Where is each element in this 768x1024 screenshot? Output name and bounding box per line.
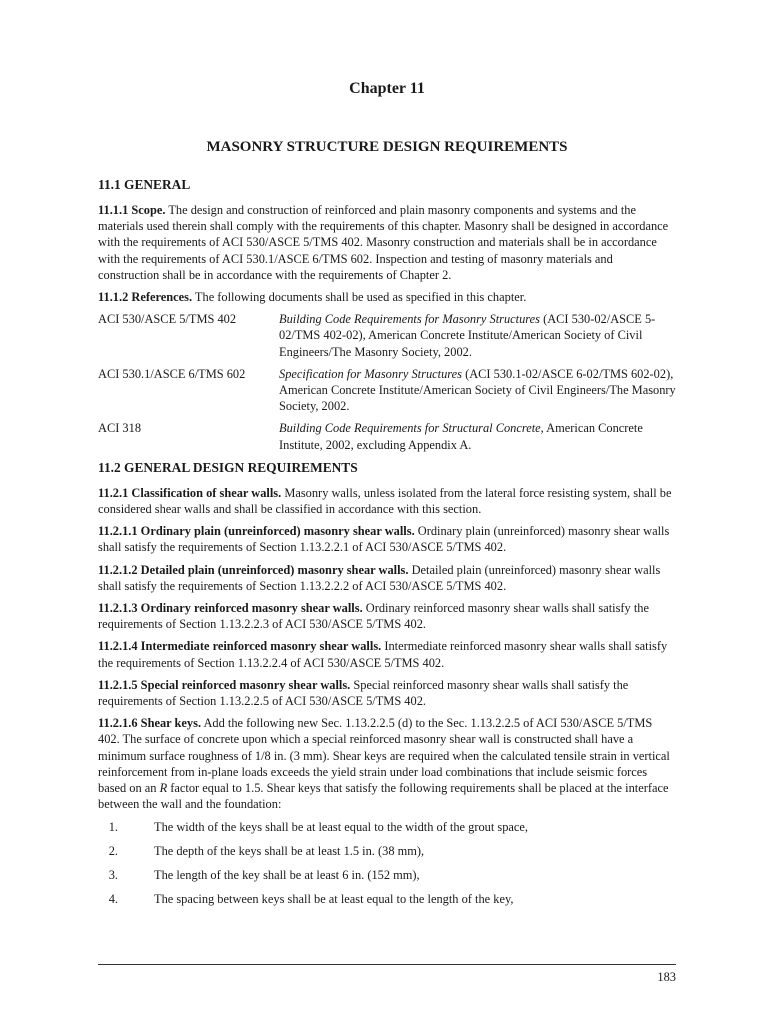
intermediate-reinforced-paragraph — [98, 638, 676, 670]
shear-keys-text-a: Add the following new Sec. 1.13.2.2.5 (d) to the Sec. 1.13.2.2.5 of ACI 530/ASCE 5/TMS 402. The surface of concrete upon which a special reinforced masonry shear wall is constructed shall have a minimum surface roughness of 1/8 in. (3 mm). Shear keys are required when the calculated tensile strain in vertical reinforcement from in-plane loads exceeds the yield strain under load combinations that include seismic forces based on an — [98, 716, 670, 796]
scope-text: The design and construction of reinforced and plain masonry components and systems and the materials used therein shall comply with the requirements of this chapter. Masonry shall be designed in accordance with the requirements of ACI 530/ASCE 5/TMS 402. Masonry construction and materials shall be in accordance with the requirements of ACI 530.1/ASCE 6/TMS 602. Inspection and testing of masonry materials and construction shall be in accordance with the requirements of Chapter 2. — [98, 203, 669, 282]
list-item — [98, 819, 676, 835]
shear-keys-paragraph — [98, 715, 676, 812]
page-number: 183 — [657, 970, 676, 984]
reference-description — [279, 366, 676, 415]
reference-code: ACI 530/ASCE 5/TMS 402 — [98, 312, 237, 327]
paragraph-text: Ordinary plain (unreinforced) masonry shear walls shall satisfy the requirements of Section 1.13.2.2.1 of ACI 530/ASCE 5/TMS 402. — [98, 524, 670, 555]
paragraph-label: 11.2.1.4 Intermediate reinforced masonry shear walls. — [98, 639, 382, 654]
references-text: The following documents shall be used as specified in this chapter. — [192, 290, 527, 305]
classification-paragraph — [98, 485, 676, 517]
section-heading-design-requirements: 11.2 GENERAL DESIGN REQUIREMENTS — [98, 459, 358, 475]
list-item-number: 3. — [108, 867, 118, 882]
references-label: 11.1.2 References. — [98, 290, 193, 305]
paragraph-label: 11.2.1.3 Ordinary reinforced masonry shear walls. — [98, 601, 363, 616]
paragraph-text: Special reinforced masonry shear walls shall satisfy the requirements of Section 1.13.2.2.5 of ACI 530/ASCE 5/TMS 402. — [98, 677, 629, 709]
chapter-title: MASONRY STRUCTURE DESIGN REQUIREMENTS — [206, 139, 568, 155]
scope-paragraph — [98, 202, 676, 283]
list-item-text: The depth of the keys shall be at least 1.5 in. (38 mm), — [154, 843, 425, 858]
r-factor-symbol: R — [159, 781, 168, 796]
paragraph-label: 11.2.1 Classification of shear walls. — [98, 485, 282, 500]
list-item-number: 4. — [108, 891, 118, 906]
reference-code: ACI 318 — [98, 421, 142, 436]
reference-description — [279, 420, 676, 452]
paragraph-label: 11.2.1.5 Special reinforced masonry shear walls. — [98, 677, 351, 692]
paragraph-text: Detailed plain (unreinforced) masonry shear walls shall satisfy the requirements of Section 1.13.2.2.2 of ACI 530/ASCE 5/TMS 402. — [98, 562, 661, 593]
reference-item — [98, 420, 676, 452]
reference-title: Specification for Masonry Structures — [279, 366, 462, 381]
references-list — [98, 311, 676, 453]
paragraph-text: Masonry walls, unless isolated from the lateral force resisting system, shall be considered shear walls and shall be classified in accordance with this section. — [98, 485, 672, 517]
list-item-number: 1. — [108, 819, 118, 834]
reference-description — [279, 311, 676, 360]
scope-label: 11.1.1 Scope. — [98, 203, 166, 217]
reference-item — [98, 366, 676, 415]
section-heading-general: 11.1 GENERAL — [98, 177, 191, 192]
shear-keys-label: 11.2.1.6 Shear keys. — [98, 716, 202, 731]
paragraph-label: 11.2.1.1 Ordinary plain (unreinforced) masonry shear walls. — [98, 524, 415, 539]
paragraph-label: 11.2.1.2 Detailed plain (unreinforced) masonry shear walls. — [98, 562, 409, 577]
list-item-text: The spacing between keys shall be at least equal to the length of the key, — [154, 891, 514, 906]
ordinary-plain-paragraph — [98, 523, 676, 555]
document-body — [98, 176, 676, 915]
chapter-label: Chapter 11 — [349, 80, 425, 97]
reference-title: Building Code Requirements for Masonry Structures — [279, 312, 540, 327]
reference-rest: (ACI 530.1-02/ASCE 6-02/TMS 602-02), American Concrete Institute/American Society of Civil Engineers/The Masonry Society, 2002. — [279, 366, 676, 414]
paragraph-text: Ordinary reinforced masonry shear walls shall satisfy the requirements of Section 1.13.2.2.3 of ACI 530/ASCE 5/TMS 402. — [98, 601, 649, 632]
reference-rest: , American Concrete Institute, 2002, excluding Appendix A. — [279, 421, 643, 452]
shear-key-requirements-list — [98, 819, 676, 907]
references-paragraph — [98, 289, 676, 305]
reference-item — [98, 311, 676, 360]
reference-rest: (ACI 530-02/ASCE 5-02/TMS 402-02), American Concrete Institute/American Society of Civil Engineers/The Masonry Society, 2002. — [279, 312, 656, 359]
ordinary-reinforced-paragraph — [98, 600, 676, 632]
footer-rule — [98, 964, 676, 965]
shear-keys-text-b: factor equal to 1.5. Shear keys that satisfy the following requirements shall be placed at the interface between the wall and the foundation: — [98, 781, 669, 812]
list-item — [98, 891, 676, 907]
list-item — [98, 843, 676, 859]
reference-title: Building Code Requirements for Structural Concrete — [279, 421, 541, 436]
list-item-number: 2. — [108, 843, 118, 858]
list-item-text: The width of the keys shall be at least equal to the width of the grout space, — [154, 819, 529, 834]
paragraph-text: Intermediate reinforced masonry shear walls shall satisfy the requirements of Section 1.13.2.2.4 of ACI 530/ASCE 5/TMS 402. — [98, 639, 668, 670]
list-item-text: The length of the key shall be at least 6 in. (152 mm), — [154, 867, 420, 882]
list-item — [98, 867, 676, 883]
detailed-plain-paragraph — [98, 562, 676, 594]
reference-code: ACI 530.1/ASCE 6/TMS 602 — [98, 366, 246, 381]
special-reinforced-paragraph — [98, 677, 676, 709]
